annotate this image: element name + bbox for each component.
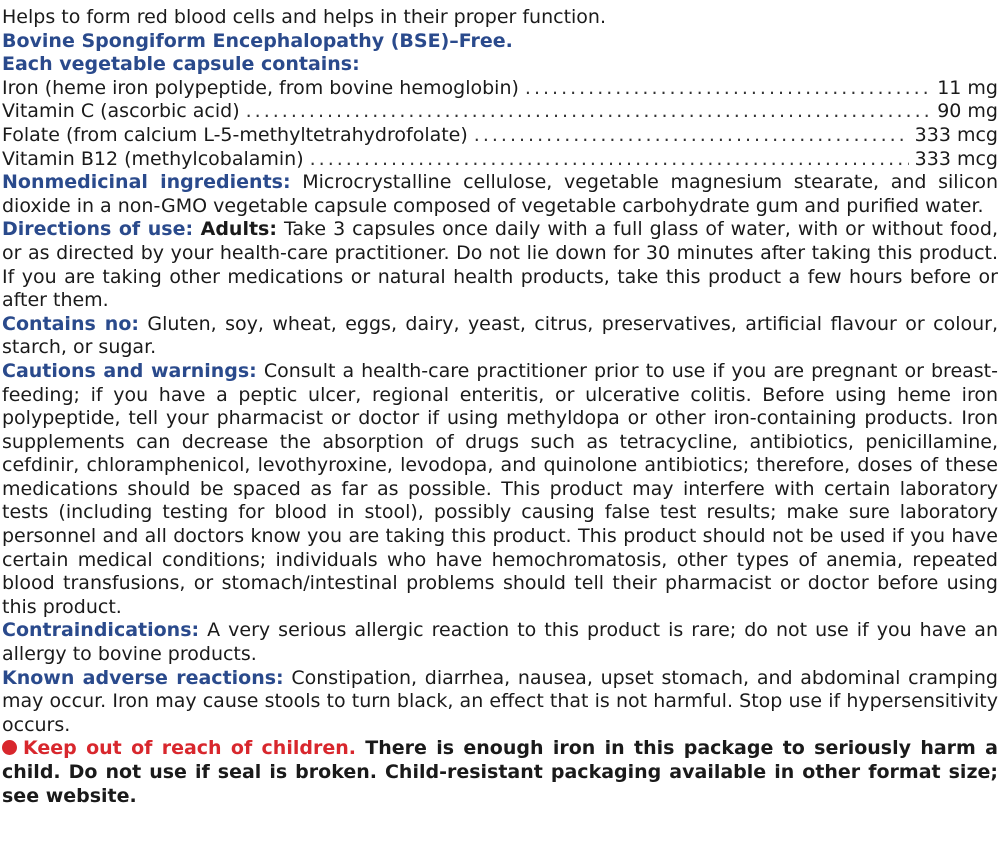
ingredient-row [2,77,998,101]
ingredient-name: Vitamin B12 (methylcobalamin) [2,147,304,170]
nonmedicinal-text: Microcrystalline cellulose, vegetable magnesium stearate, and silicon dioxide in a non-GMO vegetable capsule composed of vegetable carbohydrate gum and purified water. [2,171,998,217]
directions-section [2,218,998,312]
contraindications-label: Contraindications: [2,619,200,642]
warning-dot-icon [2,740,17,755]
ingredient-amount: 333 mcg [914,123,998,146]
contains-no-section [2,313,998,360]
cautions-section [2,360,998,620]
adverse-section [2,667,998,738]
ingredient-amount: 333 mcg [914,147,998,170]
adverse-text: Constipation, diarrhea, nausea, upset stomach, and abdominal cramping may occur. Iron may cause stools to turn black, an effect that is not harmful. Stop use if hypersensitivity occurs. [2,666,998,736]
ingredient-amount: 90 mg [937,100,998,123]
dot-leader [474,124,909,148]
ingredient-list [2,77,998,171]
intro-text: Helps to form red blood cells and helps in their proper function. [2,6,607,28]
bse-statement: Bovine Spongiform Encephalopathy (BSE)–Free. [2,29,513,52]
dot-leader [246,100,932,124]
adverse-label: Known adverse reactions: [2,666,284,689]
contains-no-label: Contains no: [2,312,139,335]
nonmedicinal-section [2,171,998,218]
child-warning [2,737,998,808]
ingredient-name: Iron (heme iron polypeptide, from bovine hemoglobin) [2,76,519,99]
directions-text: Take 3 capsules once daily with a full glass of water, with or without food, or as directed by your health-care practitioner. Do not lie down for 30 minutes after taking this product. If you are taking other medications or natural health products, take this product a few hours before or after them. [2,218,998,312]
cautions-text: Consult a health-care practitioner prior to use if you are pregnant or breast-feeding; if you have a peptic ulcer, regional enteritis, or ulcerative colitis. Before using heme iron polypeptide, tell your pharmacist or doctor if using methyldopa or other iron-containing products. Iron supplements can decrease the absorption of drugs such as tetracycline, antibiotics, penicillamine, cefdinir, chloramphenicol, levothyroxine, levodopa, and quinolone antibiotics; therefore, doses of these medications should be spaced as far as possible. This product may interfere with certain laboratory tests (including testing for blood in stool), possibly causing false test results; make sure laboratory personnel and all doctors know you are taking this product. This product should not be used if you have certain medical conditions; individuals who have hemochromatosis, other types of anemia, repeated blood transfusions, or stomach/intestinal problems should tell their pharmacist or doctor before using this product. [2,359,998,618]
directions-sublabel: Adults: [193,218,277,241]
ingredient-name: Folate (from calcium L-5-methyltetrahydrofolate) [2,123,468,146]
directions-label: Directions of use: [2,218,194,241]
warning-red-text: Keep out of reach of children. [23,737,356,760]
dot-leader [310,148,909,172]
nonmedicinal-label: Nonmedicinal ingredients: [2,171,291,194]
contains-no-text: Gluten, soy, wheat, eggs, dairy, yeast, citrus, preservatives, artificial flavour or colour, starch, or sugar. [2,312,998,359]
ingredient-name: Vitamin C (ascorbic acid) [2,100,240,123]
ingredient-row [2,148,998,172]
ingredient-row [2,100,998,124]
warning-text: There is enough iron in this package to seriously harm a child. Do not use if seal is broken. Child-resistant packaging available in other format size; see website. [2,737,998,807]
contraindications-text: A very serious allergic reaction to this product is rare; do not use if you have an allergy to bovine products. [2,619,998,666]
dot-leader [525,77,931,101]
contraindications-section [2,619,998,666]
capsule-heading: Each vegetable capsule contains: [2,53,360,76]
cautions-label: Cautions and warnings: [2,359,257,382]
ingredient-amount: 11 mg [937,76,998,99]
ingredient-row [2,124,998,148]
